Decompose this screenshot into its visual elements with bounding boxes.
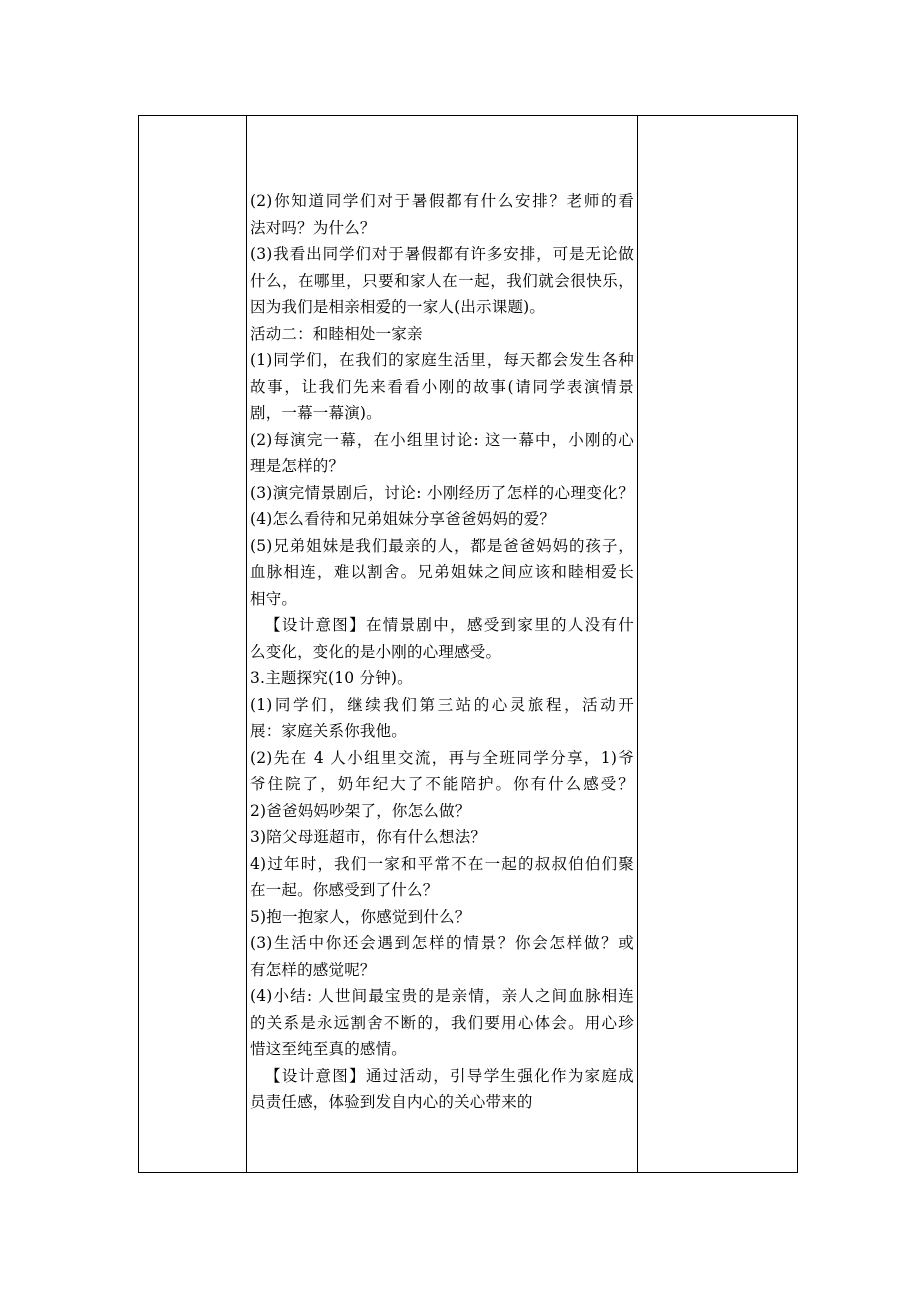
text-line: 法对吗？为什么？	[250, 218, 376, 237]
text-line: 5)抱一抱家人，你感觉到什么？	[250, 907, 471, 926]
text-line: (1)同学们，在我们的家庭生活里，每天都会发生各种	[250, 351, 634, 369]
text-line: (4)小结: 人世间最宝贵的是亲情，亲人之间血脉相连	[250, 987, 634, 1005]
text-line: 员责任感，体验到发自内心的关心带来的	[250, 1093, 533, 1111]
text-line: 相守。	[250, 589, 298, 608]
text-line: 理是怎样的？	[250, 457, 345, 475]
column-divider-right	[637, 116, 638, 1172]
text-line: (4)怎么看待和兄弟姐妹分享爸爸妈妈的爱？	[250, 510, 556, 528]
text-line: 剧，一幕一幕演)。	[250, 404, 382, 422]
text-line: 【设计意图】通过活动，引导学生强化作为家庭成	[265, 1066, 634, 1085]
text-line: 3.主题探究(10 分钟)。	[250, 669, 413, 687]
text-line: 因为我们是相亲相爱的一家人(出示课题)。	[250, 298, 546, 316]
text-line: 2)爸爸妈妈吵架了，你怎么做？	[250, 801, 471, 820]
teaching-process-cell	[247, 116, 637, 1172]
text-line: 爷住院了，奶年纪大了不能陪护。你有什么感受？	[250, 775, 634, 793]
text-line: 3)陪父母逛超市，你有什么想法？	[250, 828, 487, 846]
text-line: 惜这至纯至真的感情。	[250, 1040, 408, 1058]
text-line: 什么，在哪里，只要和家人在一起，我们就会很快乐，	[250, 271, 634, 290]
text-line: (2)你知道同学们对于暑假都有什么安排？老师的看	[250, 192, 634, 210]
text-line: 么变化，变化的是小刚的心理感受。	[250, 642, 502, 661]
text-line: (2)每演完一幕，在小组里讨论: 这一幕中，小刚的心	[250, 430, 634, 449]
text-line: 的关系是永远割舍不断的，我们要用心体会。用心珍	[250, 1013, 634, 1032]
text-line: 展：家庭关系你我他。	[250, 722, 408, 740]
text-line: 有怎样的感觉呢？	[250, 960, 376, 979]
text-line: (5)兄弟姐妹是我们最亲的人，都是爸爸妈妈的孩子，	[250, 536, 634, 555]
text-line: (2)先在 4 人小组里交流，再与全班同学分享，1)爷	[250, 748, 634, 767]
text-line: 活动二：和睦相处一家亲	[250, 324, 423, 343]
text-line: 在一起。你感受到了什么？	[250, 881, 439, 899]
text-line: 血脉相连，难以割舍。兄弟姐妹之间应该和睦相爱长	[250, 563, 634, 581]
text-line: (3)生活中你还会遇到怎样的情景？你会怎样做？或	[250, 934, 634, 952]
text-line: (3)演完情景剧后，讨论: 小刚经历了怎样的心理变化？	[250, 483, 634, 502]
text-line: (3)我看出同学们对于暑假都有许多安排，可是无论做	[250, 245, 634, 263]
text-line: 故事，让我们先来看看小刚的故事(请同学表演情景	[250, 377, 634, 396]
text-line: 4)过年时，我们一家和平常不在一起的叔叔伯伯们聚	[250, 854, 634, 873]
lesson-plan-table	[138, 115, 798, 1173]
text-line: 【设计意图】在情景剧中，感受到家里的人没有什	[265, 616, 634, 634]
text-line: (1)同学们，继续我们第三站的心灵旅程，活动开	[250, 695, 634, 714]
